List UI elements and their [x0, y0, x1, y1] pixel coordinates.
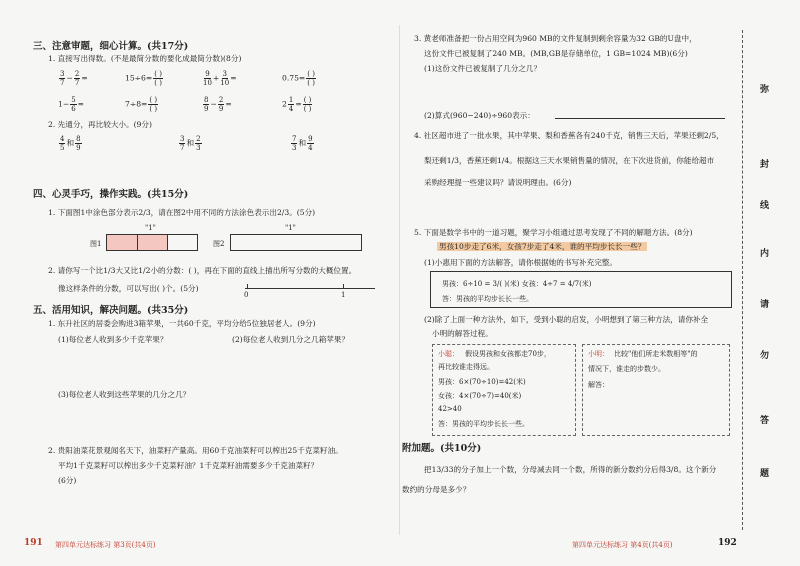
cong-line-2: 再比较谁走得远。 [438, 363, 494, 371]
cong-line-6: 答：男孩的平均步长长一些。 [438, 420, 529, 428]
fig1-bar [106, 234, 198, 251]
calc-item-2: 15÷6= $\frac{( )}{( )}$ [125, 70, 162, 87]
seal-char-7: 答 [760, 416, 770, 426]
q2-instruction: 2. 先通分，再比较大小。(9分) [48, 120, 152, 129]
tick-1 [343, 284, 344, 289]
q3c: (1)这份文件已被复制了几分之几？ [424, 64, 542, 73]
seal-char-6: 勿 [760, 351, 770, 361]
q5-2b: 小明的解答过程。 [432, 329, 493, 338]
axis-label-1: 1 [341, 291, 346, 299]
seal-char-5: 请 [760, 300, 770, 310]
page-divider [399, 25, 400, 535]
calc-item-4: 0.75= $\frac{( )}{( )}$ [282, 70, 315, 87]
calc-item-7: $\frac{8}{9}$ − $\frac{2}{9}$ = [204, 96, 232, 113]
fig1-unit-label: "1" [145, 224, 156, 232]
extra-title: 附加题。(共10分) [402, 443, 482, 454]
fig1-label: 图1 [90, 240, 102, 248]
calc-item-3: $\frac{9}{10}$ + $\frac{3}{10}$ = [203, 70, 237, 87]
q3d: (2)算式(960−240)÷960表示： [424, 111, 535, 120]
calc-item-8: 2 $\frac{1}{4}$ = $\frac{( )}{( )}$ [282, 96, 312, 113]
q5-box1-line2: 答：男孩的平均步长长一些。 [442, 295, 533, 303]
q3d-answer-line [555, 118, 725, 119]
section3-title: 三、注意审题，细心计算。(共17分) [33, 41, 189, 52]
s5-q1: 1. 东升社区的居委会购进3箱苹果，一共60千克，平均分给5位独居老人。(9分) [48, 319, 316, 328]
seal-char-2: 封 [760, 160, 770, 170]
cong-line-1: 假设男孩和女孩都走70步， [465, 350, 551, 358]
seal-char-3: 线 [760, 201, 770, 211]
cong-line-3: 男孩：6×(70÷10)=42(米) [438, 378, 526, 386]
q3: 3. 黄老师准备把一份占用空间为960 MB的文件复制到剩余容量为32 GB的U盘中， [414, 34, 697, 43]
s5-q1a: (1)每位老人收到多少千克苹果？ [58, 335, 168, 344]
q4: 4. 社区超市进了一批水果，其中苹果、梨和香蕉各有240千克，销售三天后，苹果还剩2/5， [414, 131, 724, 140]
tick-0 [247, 284, 248, 289]
calc-item-6: 7÷8= $\frac{( )}{( )}$ [125, 96, 158, 113]
s4-q2b: 像这样条件的分数，可以写出( )个。(5分) [58, 284, 199, 293]
calc-item-5: 1− $\frac{5}{6}$ = [58, 96, 85, 113]
q5-2: (2)除了上面一种方法外，如下，受到小聪的启发，小明想到了第三种方法，请你补全 [424, 315, 709, 324]
s4-q2: 2. 请你写一个比1/3大又比1/2小的分数：( )，再在下面的直线上描出所写分数的大概位置。 [48, 266, 357, 275]
right-footer: 第四单元达标练习 第4页(共4页) [572, 541, 673, 549]
seal-char-8: 题 [760, 469, 770, 479]
q4b: 梨还剩1/3，香蕉还剩1/4。根据这三天水果销售量的情况，在下次进货前，你能给超市 [424, 156, 715, 165]
section5-title: 五、活用知识，解决问题。(共35分) [33, 305, 189, 316]
fig2-label: 图2 [213, 240, 225, 248]
q5-box1-line1: 男孩：6÷10 = 3/( )(米) 女孩：4÷7 = 4/7(米) [442, 280, 592, 288]
ming-line-2: 情况下，谁走的步数少。 [588, 365, 665, 373]
s5-q1c: (3)每位老人收到这些苹果的几分之几？ [58, 390, 191, 399]
s5-q2c: (6分) [58, 476, 77, 485]
extra-q: 把13/33的分子加上一个数，分母减去同一个数，所得的新分数约分后得3/8。这个新分 [424, 465, 717, 474]
number-line [245, 288, 375, 289]
compare-item-2: $\frac{3}{7}$ 和 $\frac{2}{3}$ [180, 135, 201, 152]
axis-label-0: 0 [244, 291, 249, 299]
seal-char-4: 内 [760, 249, 770, 259]
q1-instruction: 1. 直接写出得数。(不是最简分数的要化成最简分数)(8分) [48, 54, 242, 63]
section4-title: 四、心灵手巧，操作实践。(共15分) [33, 189, 189, 200]
q5: 5. 下面是数学书中的一道习题，聚学习小组通过思考发现了不同的解题方法。(8分) [414, 228, 693, 237]
q4c: 采购经理提一些建议吗？请说明理由。(6分) [424, 178, 572, 187]
q3b: 这份文件已被复制了240 MB。(MB,GB是存储单位，1 GB=1024 MB)(6分) [424, 49, 688, 58]
left-page-number: 191 [24, 538, 43, 548]
cong-line-5: 42>40 [438, 405, 462, 413]
s4-q1: 1. 下面图1中涂色部分表示2/3，请在图2中用不同的方法涂色表示出2/3。(5分) [48, 208, 316, 217]
calc-item-1: $\frac{3}{7}$ − $\frac{2}{7}$ = [60, 70, 88, 87]
s5-q2b: 平均1千克菜籽可以榨出多少千克菜籽油？1千克菜籽油需要多少千克油菜籽？ [58, 461, 319, 470]
right-page-number: 192 [718, 538, 737, 548]
left-footer: 第四单元达标练习 第3页(共4页) [55, 541, 156, 549]
compare-item-1: $\frac{4}{5}$ 和 $\frac{8}{9}$ [60, 135, 81, 152]
fig2-unit-label: "1" [285, 224, 296, 232]
s5-q2: 2. 贵阳油菜花景观闻名天下，油菜籽产量高。用60千克油菜籽可以榨出25千克菜籽油。 [48, 446, 343, 455]
seal-char-1: 弥 [760, 85, 770, 95]
fig2-bar [230, 234, 362, 251]
ming-label: 小明： [588, 350, 609, 358]
compare-item-3: $\frac{7}{3}$ 和 $\frac{9}{4}$ [292, 135, 313, 152]
ming-line-3: 解答： [588, 381, 609, 389]
cong-line-4: 女孩：4×(70÷7)=40(米) [438, 392, 522, 400]
seal-line [742, 30, 743, 530]
extra-q2: 数约的分母是多少？ [402, 485, 471, 494]
ming-line-1: 比较"他们所走米数相等"的 [614, 350, 698, 358]
s5-q1b: (2)每位老人收到几分之几箱苹果？ [232, 335, 350, 344]
cong-label: 小聪： [438, 350, 459, 358]
q5-1: (1)小惠用下面的方法解答，请你根据她的书写补充完整。 [424, 258, 618, 267]
q5-problem: 男孩10步走了6米，女孩7步走了4米，谁的平均步长长一些？ [439, 242, 646, 251]
